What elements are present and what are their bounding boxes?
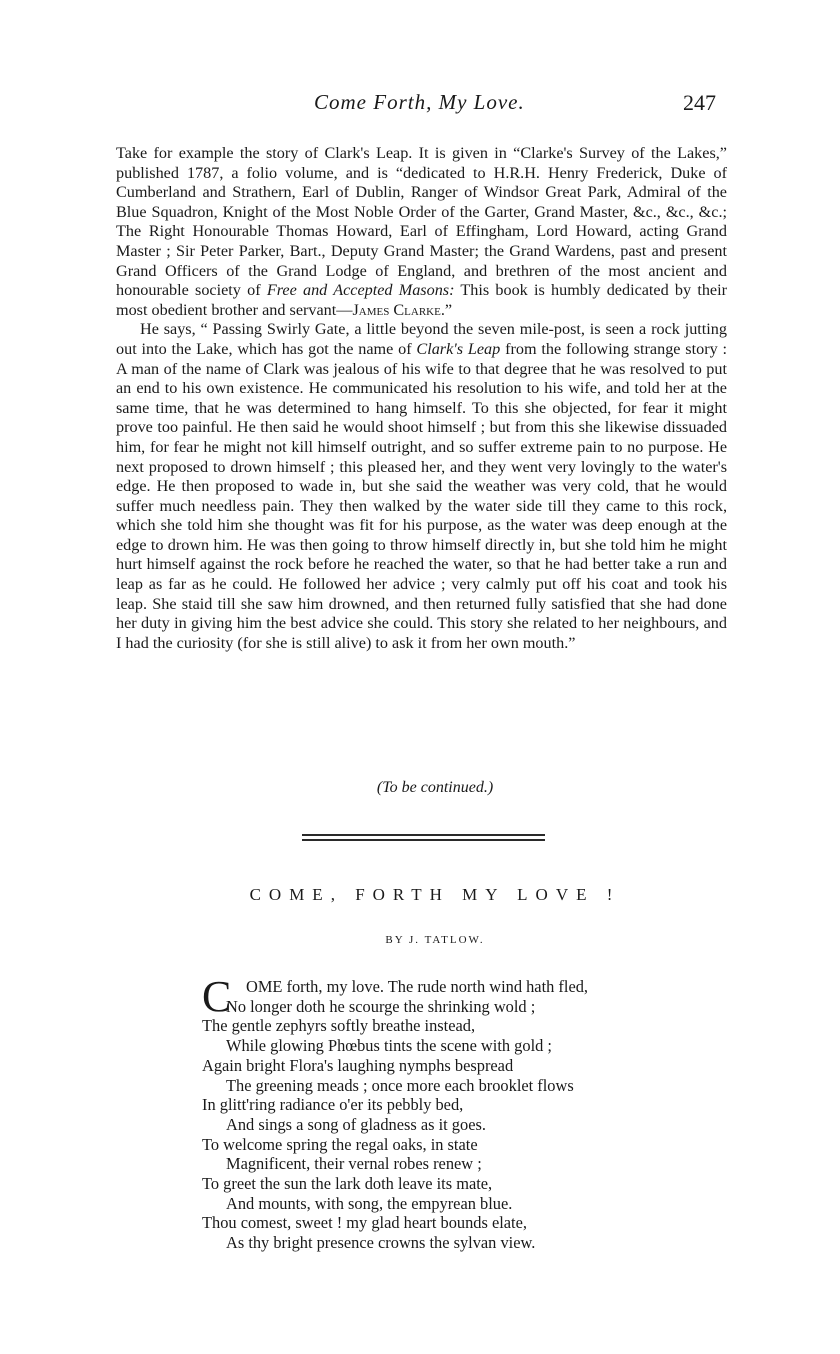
continued-note: (To be continued.) bbox=[376, 779, 494, 796]
paragraph-2-text: He says, “ Passing Swirly Gate, a little beyond the seven mile-post, is seen a rock jutting out into the Lake, which has got the name of bbox=[116, 320, 727, 358]
poem-byline: BY J. TATLOW. bbox=[385, 934, 485, 946]
drop-cap: C bbox=[202, 972, 232, 1021]
divider-rule-top bbox=[302, 834, 545, 836]
poem-line: To welcome spring the regal oaks, in state bbox=[202, 1134, 478, 1154]
masons-italic: Free and Accepted Masons: bbox=[266, 281, 455, 300]
paragraph-1-close-quote: ” bbox=[444, 300, 453, 319]
clarks-leap-italic: Clark's Leap bbox=[416, 339, 501, 358]
poem-line: OME forth, my love. The rude north wind hath fled, bbox=[246, 977, 589, 996]
poem-line: Magnificent, their vernal robes renew ; bbox=[226, 1154, 482, 1174]
poem-line: In glitt'ring radiance o'er its pebbly bed, bbox=[202, 1095, 464, 1115]
poem-line: The greening meads ; once more each brooklet flows bbox=[226, 1075, 574, 1095]
poem-line: While glowing Phœbus tints the scene with gold ; bbox=[226, 1036, 552, 1056]
poem-line: Again bright Flora's laughing nymphs bespread bbox=[202, 1055, 514, 1075]
poem-line: No longer doth he scourge the shrinking wold ; bbox=[226, 996, 536, 1016]
running-title: Come Forth, My Love. bbox=[314, 90, 525, 114]
paragraph-2-text-cont: from the following strange story : A man of the name of Clark was jealous of his wife to that degree that he was resolved to put an end to his own existence. He communicated his resolution to his wife, and told her at the same time, that he was determined to hang himself. To this she objected, for fear it might prove too painful. He then said he would shoot himself ; but from this she likewise dissuaded him, for fear he might not kill himself outright, and so suffer extreme pain to no purpose. He next proposed to drown himself ; this pleased her, and they went very lovingly to the water's edge. He then proposed to wade in, but she said the weather was very cold, that he would suffer much needless pain. They then walked by the water side till they came to this rock, which she told him she thought was fit for his purpose, as the water was deep enough at the edge to drown him. He was then going to throw himself directly in, but she told him he might hurt himself against the rock before he reached the water, so that he had better take a run and leap as far as he could. He followed her advice ; very calmly put off his coat and took his leap. She staid till she saw him drowned, and then returned fully satisfied that she had done her duty in giving him the best advice she could. This story she related to her neighbours, and I had the curiosity (for she is still alive) to ask it from her own mouth.” bbox=[116, 339, 727, 652]
poem-body bbox=[202, 972, 702, 1253]
divider-rule-bottom bbox=[302, 839, 545, 841]
poem-line: And sings a song of gladness as it goes. bbox=[226, 1114, 486, 1134]
poem-title: COME, FORTH MY LOVE ! bbox=[249, 885, 621, 904]
running-head bbox=[0, 90, 840, 120]
paragraph-1 bbox=[116, 144, 727, 320]
poem-line: And mounts, with song, the empyrean blue. bbox=[226, 1193, 513, 1213]
poem-line: Thou comest, sweet ! my glad heart bounds elate, bbox=[202, 1213, 527, 1233]
author-signature: James Clarke. bbox=[352, 300, 445, 319]
page-number: 247 bbox=[683, 90, 716, 115]
poem-line: As thy bright presence crowns the sylvan view. bbox=[226, 1233, 536, 1253]
paragraph-2 bbox=[116, 320, 727, 653]
paragraph-1-text: Take for example the story of Clark's Leap. It is given in “Clarke's Survey of the Lakes,” published 1787, a folio volume, and is “dedicated to H.R.H. Henry Frederick, Duke of Cumberland and Strathern, Earl of Dublin, Ranger of Windsor Great Park, Admiral of the Blue Squadron, Knight of the Most Noble Order of the Garter, Grand Master, &c., &c., &c.; The Right Honourable Thomas Howard, Earl of Effingham, Lord Howard, acting Grand Master ; Sir Peter Parker, Bart., Deputy Grand Master; the Grand Wardens, past and present Grand Officers of the Grand Lodge of England, and brethren of the most ancient and honourable society of bbox=[116, 144, 727, 300]
paragraph-1-text-cont: This book is humbly dedicated by their most obedient brother and servant— bbox=[116, 281, 727, 319]
poem-line: To greet the sun the lark doth leave its mate, bbox=[202, 1174, 493, 1194]
poem-line: The gentle zephyrs softly breathe instead, bbox=[202, 1016, 476, 1036]
article-body bbox=[116, 144, 727, 653]
